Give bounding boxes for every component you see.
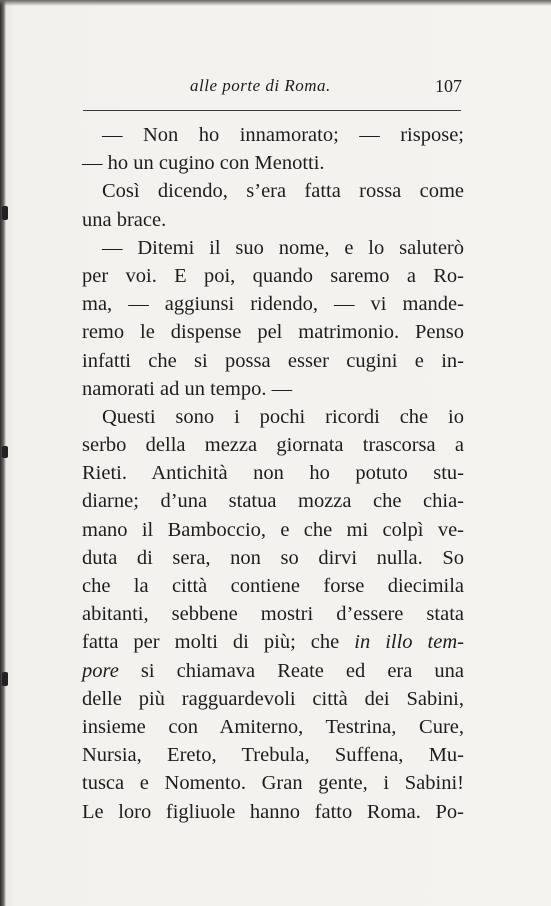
text-line: Le loro figliuole hanno fatto Roma. Po- xyxy=(82,800,464,823)
text-line: — Ditemi il suo nome, e lo saluterò xyxy=(102,236,464,259)
text-line xyxy=(82,657,464,685)
text-line xyxy=(82,628,464,656)
text-line: per voi. E poi, quando saremo a Ro- xyxy=(82,264,464,287)
text-line: Nursia, Ereto, Trebula, Suffena, Mu- xyxy=(82,744,464,767)
text-line: Così dicendo, s’era fatta rossa come xyxy=(102,180,464,203)
text-fragment: si chiamava Reate ed era una xyxy=(140,659,464,682)
text-line: infatti che si possa esser cugini e in- xyxy=(82,349,464,372)
italic-fragment: pore xyxy=(82,659,119,682)
text-line: remo le dispense pel matrimonio. Penso xyxy=(82,321,464,344)
body-text xyxy=(82,121,464,826)
text-line: abitanti, sebbene mostri d’essere stata xyxy=(82,603,464,626)
text-line: una brace. xyxy=(82,208,167,231)
page-number: 107 xyxy=(435,76,462,96)
text-line: namorati ad un tempo. — xyxy=(82,377,293,400)
text-line: delle più ragguardevoli città dei Sabini, xyxy=(82,687,464,710)
text-line: tusca e Nomento. Gran gente, i Sabini! xyxy=(82,772,464,795)
text-line: diarne; d’una statua mozza che chia- xyxy=(82,490,464,513)
text-line: ma, — aggiunsi ridendo, — vi mande- xyxy=(82,293,464,316)
italic-fragment: in illo tem- xyxy=(354,631,464,654)
margin-mark xyxy=(2,672,8,686)
text-line: mano il Bamboccio, e che mi colpì ve- xyxy=(82,518,464,541)
text-line: che la città contiene forse diecimila xyxy=(82,575,464,597)
text-line: insieme con Amiterno, Testrina, Cure, xyxy=(82,715,464,738)
text-fragment: fatta per molti di più; che xyxy=(82,631,340,654)
text-line: Rieti. Antichità non ho potuto stu- xyxy=(82,462,464,485)
running-title: alle porte di Roma. xyxy=(190,76,331,95)
page-top-shadow xyxy=(0,0,551,6)
header-rule xyxy=(83,110,461,111)
text-line: Questi sono i pochi ricordi che io xyxy=(102,405,464,428)
page-header xyxy=(82,76,462,102)
margin-mark xyxy=(2,206,8,220)
margin-mark xyxy=(2,446,8,458)
text-line: — Non ho innamorato; — rispose; xyxy=(102,124,464,146)
text-line: serbo della mezza giornata trascorsa a xyxy=(82,434,464,457)
text-line: duta di sera, non so dirvi nulla. So xyxy=(82,546,464,569)
text-line: — ho un cugino con Menotti. xyxy=(82,152,325,175)
